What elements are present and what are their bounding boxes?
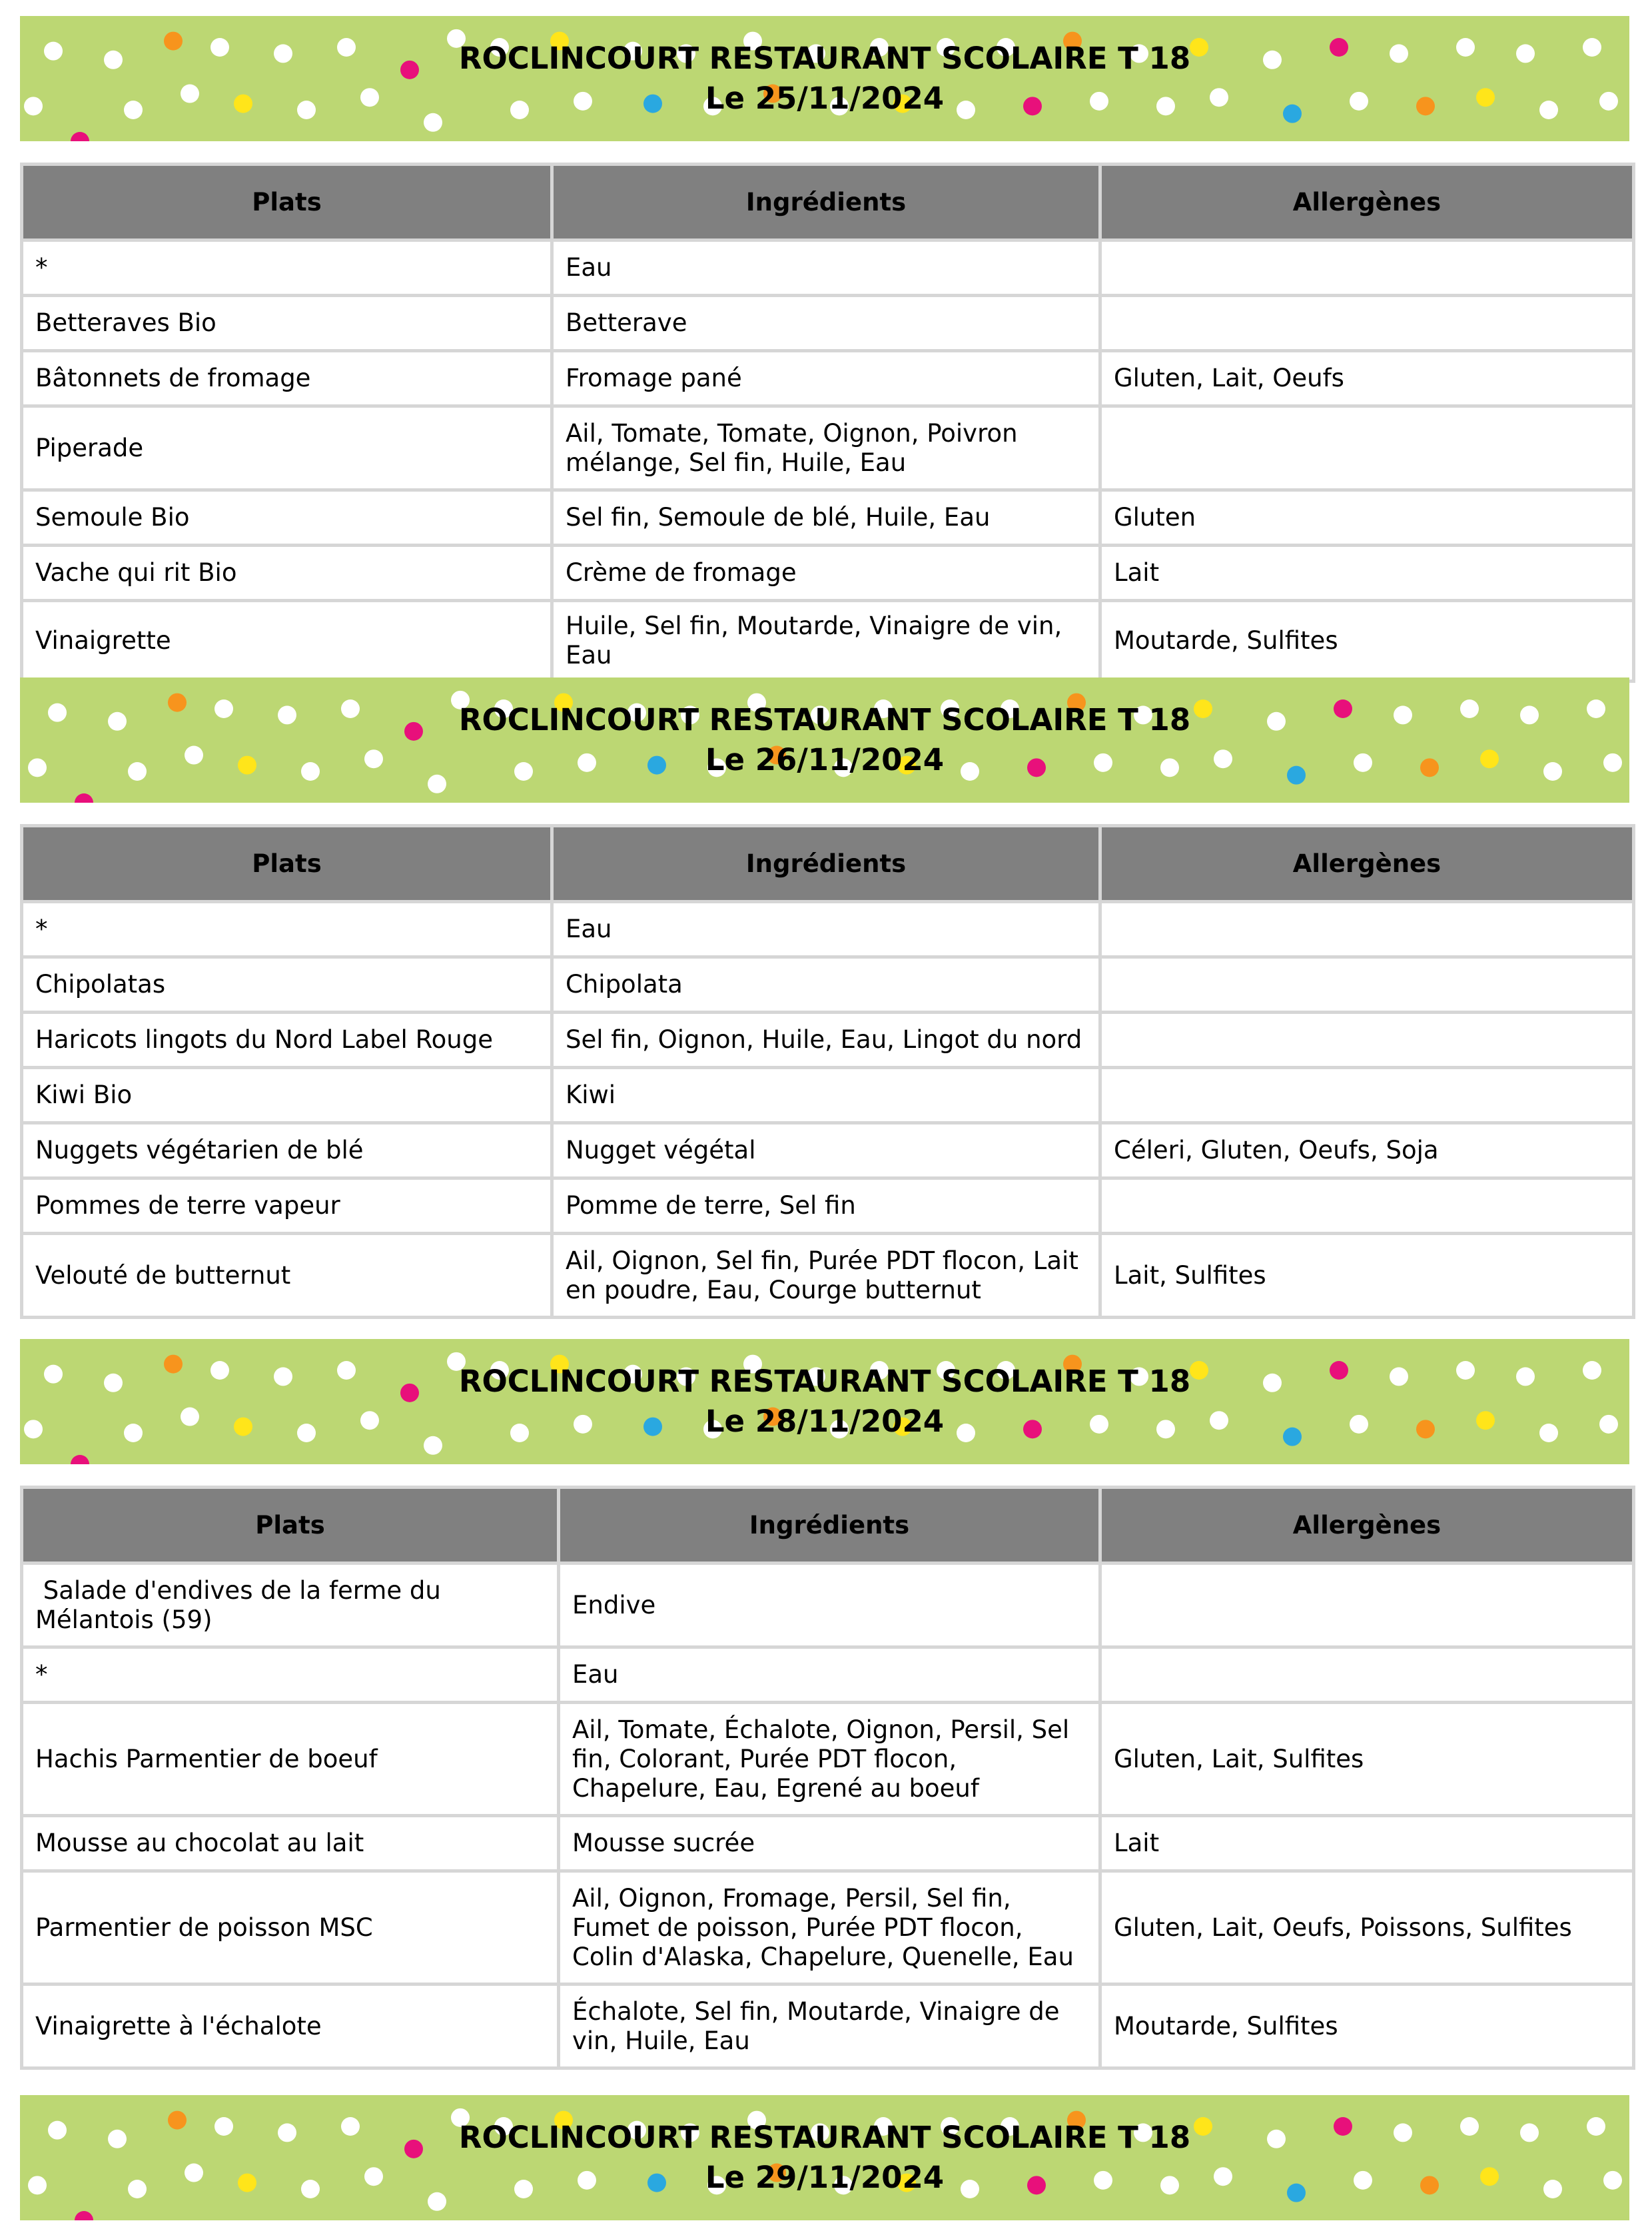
day-banner xyxy=(20,16,1629,141)
cell-plat: Salade d'endives de la ferme du Mélantois (59) xyxy=(22,1563,559,1647)
column-header-allergenes: Allergènes xyxy=(1100,165,1634,240)
cell-plat: Chipolatas xyxy=(22,957,552,1013)
cell-allergenes: Céleri, Gluten, Oeufs, Soja xyxy=(1100,1123,1634,1178)
banner-title xyxy=(20,677,1629,803)
table-row xyxy=(22,1123,1634,1178)
cell-plat: Vinaigrette à l'échalote xyxy=(22,1985,559,2068)
cell-plat: Velouté de butternut xyxy=(22,1234,552,1318)
table-row xyxy=(22,1985,1634,2068)
table-row xyxy=(22,1703,1634,1816)
menu-table xyxy=(20,163,1635,683)
table-row xyxy=(22,490,1634,546)
table-row xyxy=(22,1871,1634,1985)
cell-plat: Bâtonnets de fromage xyxy=(22,351,552,406)
table-row xyxy=(22,1013,1634,1068)
cell-ingredients: Sel fin, Oignon, Huile, Eau, Lingot du nord xyxy=(552,1013,1100,1068)
cell-ingredients: Ail, Oignon, Fromage, Persil, Sel fin, Fumet de poisson, Purée PDT flocon, Colin d'Alaska, Chapelure, Quenelle, Eau xyxy=(559,1871,1100,1985)
table-header-row xyxy=(22,1488,1634,1563)
column-header-ingredients: Ingrédients xyxy=(552,826,1100,902)
cell-plat: Mousse au chocolat au lait xyxy=(22,1816,559,1871)
cell-plat: * xyxy=(22,240,552,296)
cell-ingredients: Fromage pané xyxy=(552,351,1100,406)
menu-table xyxy=(20,824,1635,1319)
cell-ingredients: Betterave xyxy=(552,296,1100,351)
cell-plat: * xyxy=(22,902,552,957)
column-header-ingredients: Ingrédients xyxy=(552,165,1100,240)
table-row xyxy=(22,1816,1634,1871)
cell-allergenes xyxy=(1100,296,1634,351)
cell-allergenes xyxy=(1100,1647,1634,1703)
cell-allergenes: Moutarde, Sulfites xyxy=(1100,1985,1634,2068)
table-row xyxy=(22,546,1634,601)
cell-plat: Nuggets végétarien de blé xyxy=(22,1123,552,1178)
cell-ingredients: Sel fin, Semoule de blé, Huile, Eau xyxy=(552,490,1100,546)
table-row xyxy=(22,296,1634,351)
cell-ingredients: Huile, Sel fin, Moutarde, Vinaigre de vin, Eau xyxy=(552,601,1100,681)
cell-ingredients: Échalote, Sel fin, Moutarde, Vinaigre de vin, Huile, Eau xyxy=(559,1985,1100,2068)
cell-allergenes xyxy=(1100,240,1634,296)
cell-plat: Vache qui rit Bio xyxy=(22,546,552,601)
cell-ingredients: Eau xyxy=(552,240,1100,296)
table-row xyxy=(22,601,1634,681)
table-row xyxy=(22,957,1634,1013)
day-banner xyxy=(20,1339,1629,1464)
column-header-plats: Plats xyxy=(22,165,552,240)
cell-ingredients: Eau xyxy=(552,902,1100,957)
table-row xyxy=(22,351,1634,406)
column-header-ingredients: Ingrédients xyxy=(559,1488,1100,1563)
cell-ingredients: Eau xyxy=(559,1647,1100,1703)
banner-title xyxy=(20,1339,1629,1464)
menu-date: Le 26/11/2024 xyxy=(705,742,945,777)
column-header-allergenes: Allergènes xyxy=(1100,1488,1634,1563)
cell-ingredients: Kiwi xyxy=(552,1068,1100,1123)
cell-allergenes xyxy=(1100,406,1634,490)
cell-ingredients: Pomme de terre, Sel fin xyxy=(552,1178,1100,1234)
column-header-plats: Plats xyxy=(22,1488,559,1563)
cell-allergenes xyxy=(1100,1068,1634,1123)
table-row xyxy=(22,1178,1634,1234)
cell-ingredients: Ail, Oignon, Sel fin, Purée PDT flocon, Lait en poudre, Eau, Courge butternut xyxy=(552,1234,1100,1318)
table-row xyxy=(22,902,1634,957)
restaurant-name: ROCLINCOURT RESTAURANT SCOLAIRE T 18 xyxy=(458,2120,1191,2155)
banner-title xyxy=(20,2095,1629,2220)
cell-plat: Haricots lingots du Nord Label Rouge xyxy=(22,1013,552,1068)
table-row xyxy=(22,1068,1634,1123)
cell-plat: Vinaigrette xyxy=(22,601,552,681)
table-row xyxy=(22,406,1634,490)
cell-plat: Piperade xyxy=(22,406,552,490)
cell-allergenes xyxy=(1100,1013,1634,1068)
cell-allergenes xyxy=(1100,1178,1634,1234)
restaurant-name: ROCLINCOURT RESTAURANT SCOLAIRE T 18 xyxy=(458,702,1191,737)
cell-plat: Hachis Parmentier de boeuf xyxy=(22,1703,559,1816)
cell-ingredients: Ail, Tomate, Tomate, Oignon, Poivron mélange, Sel fin, Huile, Eau xyxy=(552,406,1100,490)
table-row xyxy=(22,1563,1634,1647)
cell-ingredients: Chipolata xyxy=(552,957,1100,1013)
cell-plat: Semoule Bio xyxy=(22,490,552,546)
cell-plat: Pommes de terre vapeur xyxy=(22,1178,552,1234)
cell-allergenes: Gluten, Lait, Oeufs xyxy=(1100,351,1634,406)
cell-ingredients: Mousse sucrée xyxy=(559,1816,1100,1871)
day-banner xyxy=(20,677,1629,803)
cell-allergenes: Lait xyxy=(1100,546,1634,601)
table-header-row xyxy=(22,826,1634,902)
cell-ingredients: Ail, Tomate, Échalote, Oignon, Persil, Sel fin, Colorant, Purée PDT flocon, Chapelure, Eau, Egrené au boeuf xyxy=(559,1703,1100,1816)
cell-ingredients: Endive xyxy=(559,1563,1100,1647)
cell-allergenes xyxy=(1100,902,1634,957)
table-row xyxy=(22,1647,1634,1703)
table-row xyxy=(22,240,1634,296)
cell-ingredients: Nugget végétal xyxy=(552,1123,1100,1178)
menu-date: Le 25/11/2024 xyxy=(705,81,945,116)
table-header-row xyxy=(22,165,1634,240)
cell-plat: * xyxy=(22,1647,559,1703)
cell-allergenes xyxy=(1100,1563,1634,1647)
banner-title xyxy=(20,16,1629,141)
cell-allergenes: Gluten xyxy=(1100,490,1634,546)
cell-plat: Betteraves Bio xyxy=(22,296,552,351)
column-header-allergenes: Allergènes xyxy=(1100,826,1634,902)
day-banner xyxy=(20,2095,1629,2220)
restaurant-name: ROCLINCOURT RESTAURANT SCOLAIRE T 18 xyxy=(458,41,1191,76)
menu-date: Le 28/11/2024 xyxy=(705,1404,945,1439)
cell-allergenes: Lait xyxy=(1100,1816,1634,1871)
cell-allergenes: Moutarde, Sulfites xyxy=(1100,601,1634,681)
cell-allergenes: Gluten, Lait, Oeufs, Poissons, Sulfites xyxy=(1100,1871,1634,1985)
cell-allergenes: Lait, Sulfites xyxy=(1100,1234,1634,1318)
table-row xyxy=(22,1234,1634,1318)
cell-allergenes: Gluten, Lait, Sulfites xyxy=(1100,1703,1634,1816)
cell-ingredients: Crème de fromage xyxy=(552,546,1100,601)
cell-allergenes xyxy=(1100,957,1634,1013)
column-header-plats: Plats xyxy=(22,826,552,902)
menu-date: Le 29/11/2024 xyxy=(705,2160,945,2195)
menu-table xyxy=(20,1486,1635,2070)
cell-plat: Parmentier de poisson MSC xyxy=(22,1871,559,1985)
restaurant-name: ROCLINCOURT RESTAURANT SCOLAIRE T 18 xyxy=(458,1364,1191,1399)
cell-plat: Kiwi Bio xyxy=(22,1068,552,1123)
